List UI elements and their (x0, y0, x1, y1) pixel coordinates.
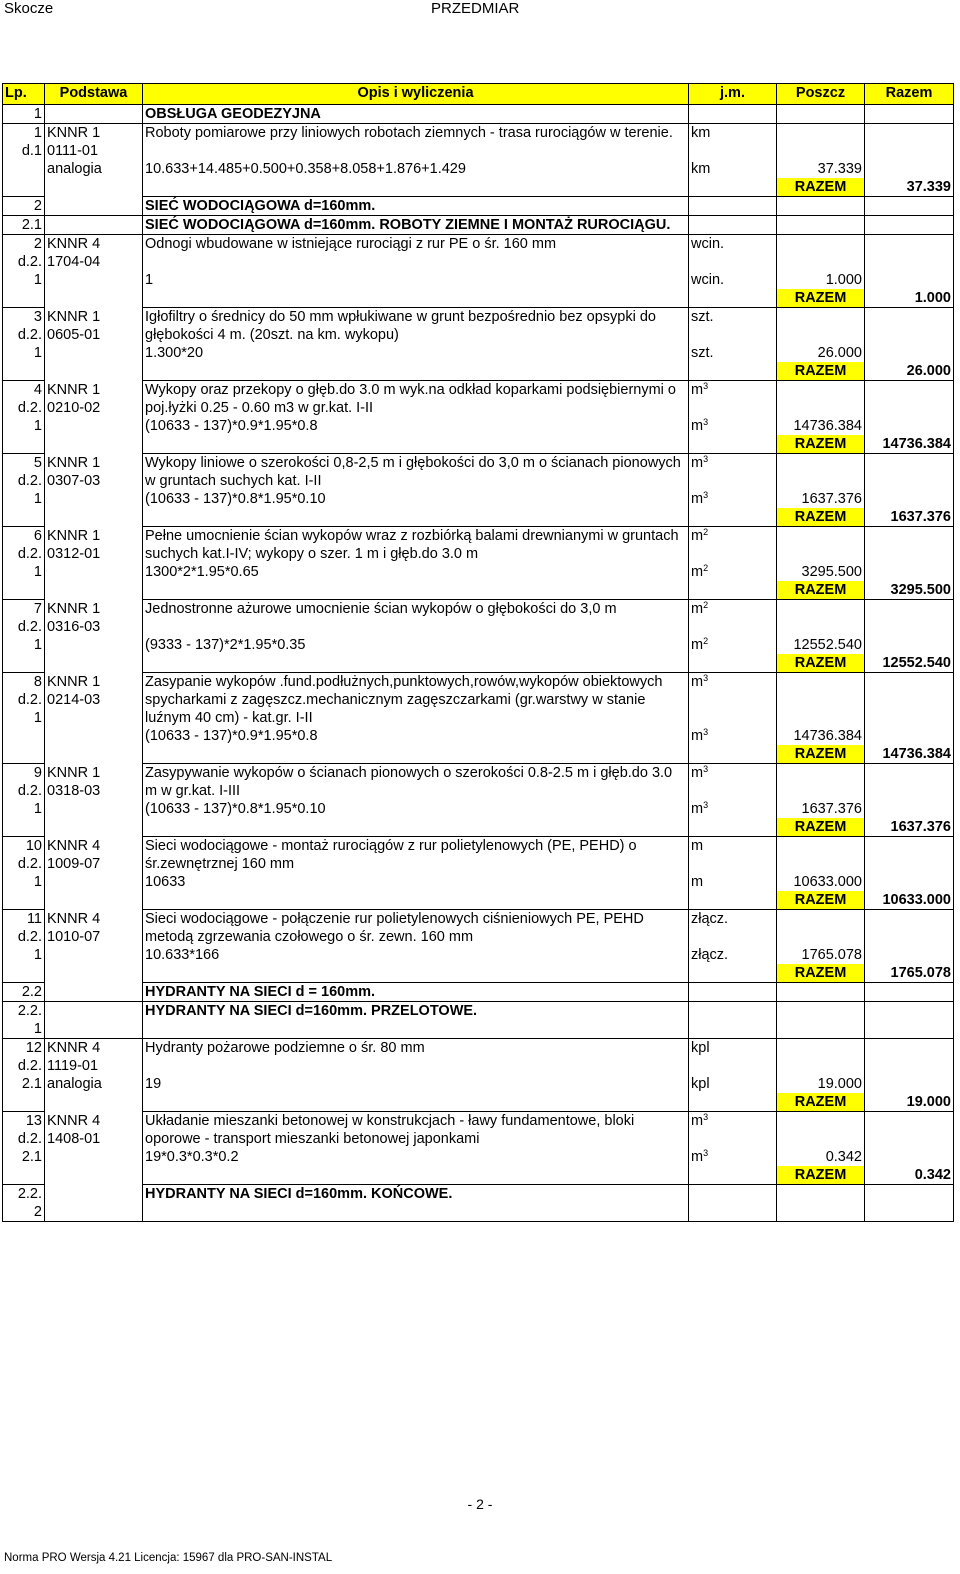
calculation-unit: $m^3$ (689, 490, 777, 508)
unit-exponent: 3 (703, 417, 709, 427)
section-title: HYDRANTY NA SIECI d = 160mm. (143, 983, 689, 1002)
position-description: Sieci wodociągowe - połączenie rur polietylenowych ciśnieniowych PE, PEHD metodą zgrzewania czołowego o śr. zewn. 160 mm (143, 910, 689, 947)
cost-estimate-table (2, 83, 954, 1222)
position-basis: KNNR 4 1408-01 (45, 1112, 143, 1185)
unit-exponent: 3 (703, 800, 709, 810)
razem-value: 1765.078 (865, 964, 954, 983)
section-basis (45, 1185, 143, 1222)
unit-exponent: 3 (703, 1112, 709, 1122)
calculation-row (3, 727, 954, 745)
total-row (3, 964, 954, 983)
unit-exponent: 3 (703, 381, 709, 391)
section-basis (45, 1002, 143, 1039)
razem-label: RAZEM (777, 362, 865, 381)
calculation-unit: $m^3$ (689, 1148, 777, 1166)
position-description: Pełne umocnienie ścian wykopów wraz z rozbiórką balami drewnianymi w gruntach suchych kat.I-IV; wykopy o szer. 1 m i głęb.do 3.0 m (143, 527, 689, 564)
license-footer: Norma PRO Wersja 4.21 Licencja: 15967 dla PRO-SAN-INSTAL (4, 1552, 333, 1564)
position-row (3, 910, 954, 947)
position-basis: KNNR 1 0210-02 (45, 381, 143, 454)
calculation-quantity: 1.000 (777, 271, 865, 289)
calculation-unit: wcin. (689, 271, 777, 289)
razem-label: RAZEM (777, 178, 865, 197)
razem-value: 0.342 (865, 1166, 954, 1185)
section-row (3, 1002, 954, 1039)
razem-value: 1637.376 (865, 818, 954, 837)
position-unit: km (689, 124, 777, 161)
position-unit: kpl (689, 1039, 777, 1076)
position-row (3, 673, 954, 728)
position-description: Wykopy oraz przekopy o głęb.do 3.0 m wyk.na odkład koparkami podsiębiernymi o poj.łyżki 0.25 - 0.60 m3 w gr.kat. I-II (143, 381, 689, 418)
position-row (3, 235, 954, 272)
position-number: 12 d.2. 2.1 (3, 1039, 45, 1094)
position-basis: KNNR 4 1704-04 (45, 235, 143, 308)
position-row (3, 1039, 954, 1076)
calculation-quantity: 3295.500 (777, 563, 865, 581)
position-description: Hydranty pożarowe podziemne o śr. 80 mm (143, 1039, 689, 1076)
header-podstawa: Podstawa (45, 84, 143, 105)
position-number: 13 d.2. 2.1 (3, 1112, 45, 1167)
position-calculation: (10633 - 137)*0.8*1.95*0.10 (143, 800, 689, 818)
position-unit: $m^3$ (689, 764, 777, 801)
position-number: 4 d.2. 1 (3, 381, 45, 436)
calculation-quantity: 10633.000 (777, 873, 865, 891)
unit-exponent: 3 (703, 1148, 709, 1158)
razem-value: 1.000 (865, 289, 954, 308)
position-row (3, 124, 954, 161)
unit-exponent: 3 (703, 673, 709, 683)
total-row (3, 508, 954, 527)
position-calculation: 1 (143, 271, 689, 289)
position-number: 10 d.2. 1 (3, 837, 45, 892)
position-row (3, 1112, 954, 1149)
razem-label: RAZEM (777, 1093, 865, 1112)
section-basis (45, 105, 143, 124)
razem-value: 14736.384 (865, 435, 954, 454)
razem-value: 10633.000 (865, 891, 954, 910)
section-number: 2.2. 1 (3, 1002, 45, 1039)
razem-value: 26.000 (865, 362, 954, 381)
section-title: OBSŁUGA GEODEZYJNA (143, 105, 689, 124)
calculation-row (3, 563, 954, 581)
razem-label: RAZEM (777, 508, 865, 527)
position-row (3, 454, 954, 491)
section-row (3, 983, 954, 1002)
razem-label: RAZEM (777, 964, 865, 983)
position-row (3, 764, 954, 801)
position-calculation: 1300*2*1.95*0.65 (143, 563, 689, 581)
unit-exponent: 3 (703, 490, 709, 500)
position-calculation: 10.633*166 (143, 946, 689, 964)
unit-exponent: 3 (703, 727, 709, 737)
position-description: Zasypywanie wykopów o ścianach pionowych o szerokości 0.8-2.5 m i głęb.do 3.0 m w gr.kat. I-III (143, 764, 689, 801)
calculation-unit: złącz. (689, 946, 777, 964)
razem-value: 12552.540 (865, 654, 954, 673)
calculation-row (3, 946, 954, 964)
razem-label: RAZEM (777, 435, 865, 454)
section-row (3, 1185, 954, 1222)
calculation-unit: $m^2$ (689, 563, 777, 581)
position-number: 7 d.2. 1 (3, 600, 45, 655)
total-row (3, 178, 954, 197)
calculation-quantity: 12552.540 (777, 636, 865, 654)
position-description: Wykopy liniowe o szerokości 0,8-2,5 m i głębokości do 3,0 m o ścianach pionowych w gruntach suchych kat. I-II (143, 454, 689, 491)
header-jm: j.m. (689, 84, 777, 105)
position-number: 8 d.2. 1 (3, 673, 45, 746)
position-description: Roboty pomiarowe przy liniowych robotach ziemnych - trasa rurociągów w terenie. (143, 124, 689, 161)
position-description: Odnogi wbudowane w istniejące rurociągi z rur PE o śr. 160 mm (143, 235, 689, 272)
position-row (3, 308, 954, 345)
position-unit: $m^2$ (689, 600, 777, 637)
razem-label: RAZEM (777, 1166, 865, 1185)
unit-exponent: 2 (703, 527, 709, 537)
position-basis: KNNR 1 0111-01 analogia (45, 124, 143, 197)
total-row (3, 435, 954, 454)
total-row (3, 654, 954, 673)
calculation-row (3, 417, 954, 435)
calculation-row (3, 800, 954, 818)
total-row (3, 891, 954, 910)
position-basis: KNNR 4 1009-07 (45, 837, 143, 910)
header-razem: Razem (865, 84, 954, 105)
unit-exponent: 3 (703, 454, 709, 464)
position-description: Układanie mieszanki betonowej w konstrukcjach - ławy fundamentowe, bloki oporowe - transport mieszanki betonowej japonkami (143, 1112, 689, 1149)
position-calculation: 19 (143, 1075, 689, 1093)
razem-label: RAZEM (777, 289, 865, 308)
section-number: 2.1 (3, 216, 45, 235)
calculation-row (3, 271, 954, 289)
position-calculation: 1.300*20 (143, 344, 689, 362)
calculation-row (3, 490, 954, 508)
position-calculation: 10.633+14.485+0.500+0.358+8.058+1.876+1.429 (143, 160, 689, 178)
section-number: 2.2 (3, 983, 45, 1002)
position-row (3, 837, 954, 874)
razem-value: 1637.376 (865, 508, 954, 527)
position-number: 1 d.1 (3, 124, 45, 179)
calculation-quantity: 14736.384 (777, 727, 865, 745)
position-unit: $m^3$ (689, 454, 777, 491)
position-description: Zasypanie wykopów .fund.podłużnych,punktowych,rowów,wykopów obiektowych spycharkami z zagęszcz.mechanicznym zagęszczarkami (gr.warstwy w stanie luźnym 40 cm) - kat.gr. I-II (143, 673, 689, 728)
section-number: 2 (3, 197, 45, 216)
position-basis: KNNR 1 0316-03 (45, 600, 143, 673)
position-row (3, 381, 954, 418)
total-row (3, 1093, 954, 1112)
total-row (3, 818, 954, 837)
header-lp: Lp. (3, 84, 45, 105)
company-name: Skocze (4, 0, 54, 17)
position-unit: $m^3$ (689, 381, 777, 418)
razem-value: 19.000 (865, 1093, 954, 1112)
calculation-unit: $m^3$ (689, 727, 777, 745)
total-row (3, 581, 954, 600)
unit-exponent: 2 (703, 563, 709, 573)
calculation-quantity: 19.000 (777, 1075, 865, 1093)
calculation-quantity: 1637.376 (777, 490, 865, 508)
position-number: 5 d.2. 1 (3, 454, 45, 509)
section-basis (45, 983, 143, 1002)
position-number: 6 d.2. 1 (3, 527, 45, 582)
calculation-row (3, 636, 954, 654)
section-basis (45, 216, 143, 235)
position-unit: $m^3$ (689, 673, 777, 728)
position-basis: KNNR 4 1119-01 analogia (45, 1039, 143, 1112)
calculation-row (3, 1075, 954, 1093)
section-number: 1 (3, 105, 45, 124)
calculation-row (3, 1148, 954, 1166)
total-row (3, 289, 954, 308)
position-calculation: 19*0.3*0.3*0.2 (143, 1148, 689, 1166)
position-number: 11 d.2. 1 (3, 910, 45, 965)
calculation-unit: $m^3$ (689, 800, 777, 818)
table-header-row (3, 84, 954, 105)
razem-value: 3295.500 (865, 581, 954, 600)
section-title: HYDRANTY NA SIECI d=160mm. PRZELOTOWE. (143, 1002, 689, 1039)
calculation-unit: szt. (689, 344, 777, 362)
unit-exponent: 2 (703, 636, 709, 646)
razem-label: RAZEM (777, 581, 865, 600)
position-basis: KNNR 1 0307-03 (45, 454, 143, 527)
position-basis: KNNR 1 0312-01 (45, 527, 143, 600)
section-title: SIEĆ WODOCIĄGOWA d=160mm. (143, 197, 689, 216)
position-row (3, 527, 954, 564)
position-unit: m (689, 837, 777, 874)
position-unit: złącz. (689, 910, 777, 947)
calculation-unit: kpl (689, 1075, 777, 1093)
razem-label: RAZEM (777, 818, 865, 837)
calculation-quantity: 0.342 (777, 1148, 865, 1166)
unit-exponent: 2 (703, 600, 709, 610)
unit-exponent: 3 (703, 764, 709, 774)
section-title: SIEĆ WODOCIĄGOWA d=160mm. ROBOTY ZIEMNE I MONTAŻ RUROCIĄGU. (143, 216, 689, 235)
calculation-row (3, 160, 954, 178)
position-basis: KNNR 1 0605-01 (45, 308, 143, 381)
section-number: 2.2. 2 (3, 1185, 45, 1222)
section-row (3, 105, 954, 124)
razem-label: RAZEM (777, 745, 865, 764)
razem-label: RAZEM (777, 891, 865, 910)
calculation-row (3, 873, 954, 891)
position-number: 2 d.2. 1 (3, 235, 45, 290)
header-poszcz: Poszcz (777, 84, 865, 105)
position-unit: $m^2$ (689, 527, 777, 564)
total-row (3, 1166, 954, 1185)
razem-value: 37.339 (865, 178, 954, 197)
total-row (3, 745, 954, 764)
calculation-unit: m (689, 873, 777, 891)
position-calculation: (10633 - 137)*0.9*1.95*0.8 (143, 727, 689, 745)
position-unit: szt. (689, 308, 777, 345)
position-calculation: 10633 (143, 873, 689, 891)
total-row (3, 362, 954, 381)
position-basis: KNNR 4 1010-07 (45, 910, 143, 983)
section-row (3, 197, 954, 216)
calculation-quantity: 26.000 (777, 344, 865, 362)
header-opis: Opis i wyliczenia (143, 84, 689, 105)
section-basis (45, 197, 143, 216)
position-number: 9 d.2. 1 (3, 764, 45, 819)
position-calculation: (9333 - 137)*2*1.95*0.35 (143, 636, 689, 654)
position-row (3, 600, 954, 637)
calculation-row (3, 344, 954, 362)
position-calculation: (10633 - 137)*0.9*1.95*0.8 (143, 417, 689, 435)
calculation-quantity: 14736.384 (777, 417, 865, 435)
section-title: HYDRANTY NA SIECI d=160mm. KOŃCOWE. (143, 1185, 689, 1222)
position-unit: $m^3$ (689, 1112, 777, 1149)
razem-value: 14736.384 (865, 745, 954, 764)
razem-label: RAZEM (777, 654, 865, 673)
calculation-unit: $m^2$ (689, 636, 777, 654)
position-unit: wcin. (689, 235, 777, 272)
position-basis: KNNR 1 0318-03 (45, 764, 143, 837)
calculation-quantity: 37.339 (777, 160, 865, 178)
calculation-quantity: 1765.078 (777, 946, 865, 964)
position-number: 3 d.2. 1 (3, 308, 45, 363)
position-calculation: (10633 - 137)*0.8*1.95*0.10 (143, 490, 689, 508)
page-number: - 2 - (467, 1496, 493, 1512)
position-description: Igłofiltry o średnicy do 50 mm wpłukiwane w grunt bezpośrednio bez opsypki do głębokości 4 m. (20szt. na km. wykopu) (143, 308, 689, 345)
position-description: Jednostronne ażurowe umocnienie ścian wykopów o głębokości do 3,0 m (143, 600, 689, 637)
document-title: PRZEDMIAR (431, 0, 520, 17)
calculation-quantity: 1637.376 (777, 800, 865, 818)
position-description: Sieci wodociągowe - montaż rurociągów z rur polietylenowych (PE, PEHD) o śr.zewnętrznej 160 mm (143, 837, 689, 874)
calculation-unit: $m^3$ (689, 417, 777, 435)
calculation-unit: km (689, 160, 777, 178)
position-basis: KNNR 1 0214-03 (45, 673, 143, 764)
section-row (3, 216, 954, 235)
